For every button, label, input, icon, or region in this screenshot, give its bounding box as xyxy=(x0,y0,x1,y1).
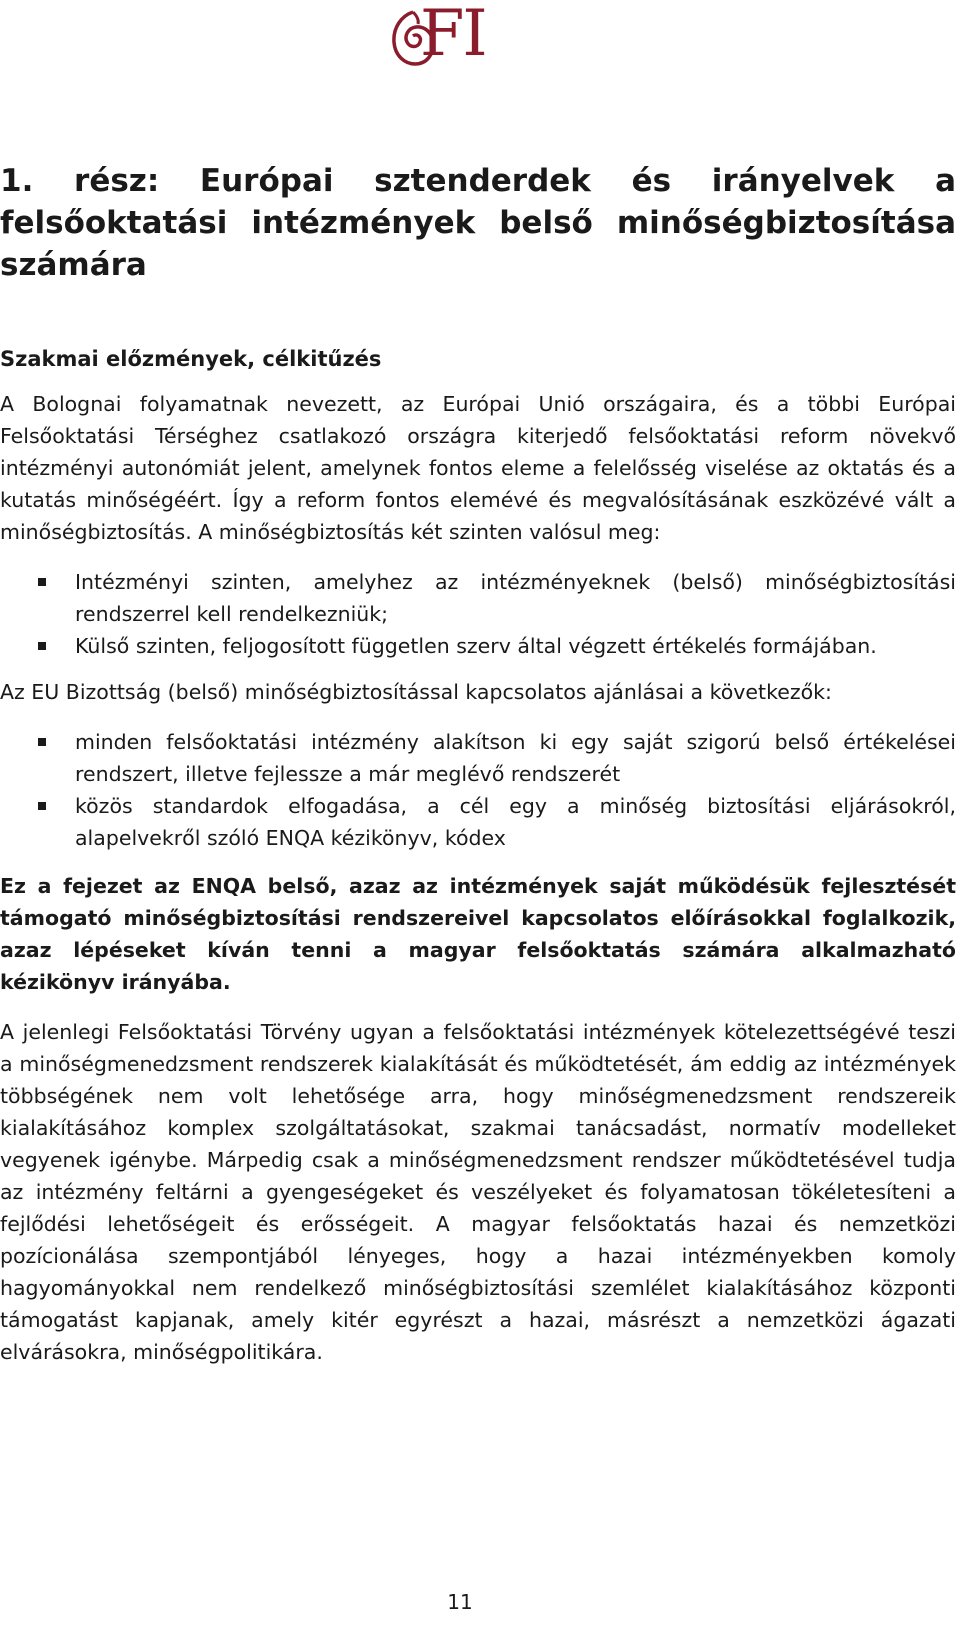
intro-paragraph: A Bolognai folyamatnak nevezett, az Európai Unió országaira, és a többi Európai Felsőoktatási Térséghez csatlakozó országra kiterjedő felsőoktatási reform növekvő intézményi autonómiát jelent, amelynek fontos eleme a felelősség viselése az oktatás és a kutatás minőségéért. Így a reform fontos elemévé és megvalósításának eszközévé vált a minőségbiztosítás. A minőségbiztosítás két szinten valósul meg: xyxy=(0,392,956,544)
list-item-text: Intézményi szinten, amelyhez az intézményeknek (belső) minőségbiztosítási rendszerrel kell rendelkezniük; xyxy=(75,570,956,626)
list-item-text: közös standardok elfogadása, a cél egy a minőség biztosítási eljárásokról, alapelvekről szóló ENQA kézikönyv, kódex xyxy=(75,794,956,850)
list-item xyxy=(0,630,956,662)
page-number: 11 xyxy=(447,1590,473,1614)
eu-paragraph: Az EU Bizottság (belső) minőségbiztosítással kapcsolatos ajánlásai a következők: xyxy=(0,680,832,704)
recommendations-list xyxy=(0,726,956,854)
list-item-text: Külső szinten, feljogosított független szerv által végzett értékelés formájában. xyxy=(75,634,877,658)
bullet-icon xyxy=(38,578,46,586)
section-heading: Szakmai előzmények, célkitűzés xyxy=(0,347,382,371)
bold-paragraph: Ez a fejezet az ENQA belső, azaz az intézmények saját működésük fejlesztését támogató minőségbiztosítási rendszereivel kapcsolatos előírásokkal foglalkozik, azaz lépéseket kíván tenni a magyar felsőoktatás számára alkalmazható kézikönyv irányába. xyxy=(0,874,956,994)
list-item xyxy=(0,566,956,630)
final-paragraph: A jelenlegi Felsőoktatási Törvény ugyan a felsőoktatási intézmények kötelezettségévé teszi a minőségmenedzsment rendszerek kialakítását és működtetését, ám eddig az intézmények többségének nem volt lehetősége arra, hogy minőségmenedzsment rendszereik kialakításához komplex szolgáltatásokat, szakmai tanácsadást, normatív modelleket vegyenek igénybe. Márpedig csak a minőségmenedzsment rendszer működtetésével tudja az intézmény feltárni a gyengeségeket és veszélyeket és folyamatosan tökéletesíteni a fejlődési lehetőségeit és erősségeit. A magyar felsőoktatás hazai és nemzetközi pozícionálása szempontjából lényeges, hogy a hazai intézményekben komoly hagyományokkal nem rendelkező minőségbiztosítási szemlélet kialakításához központi támogatást kapjanak, amely kitér egyrészt a hazai, másrészt a nemzetközi ágazati elvárásokra, minőségpolitikára. xyxy=(0,1020,956,1364)
bullet-icon xyxy=(38,738,46,746)
bullet-icon xyxy=(38,642,46,650)
logo-text: FI xyxy=(420,0,486,71)
bullet-icon xyxy=(38,802,46,810)
main-content xyxy=(0,160,956,1368)
levels-list xyxy=(0,566,956,662)
list-item-text: minden felsőoktatási intézmény alakítson ki egy saját szigorú belső értékelései rendszert, illetve fejlessze a már meglévő rendszerét xyxy=(75,730,956,786)
page-title: 1. rész: Európai sztenderdek és irányelvek a felsőoktatási intézmények belső minőségbiztosítása számára xyxy=(0,163,956,283)
list-item xyxy=(0,726,956,790)
list-item xyxy=(0,790,956,854)
